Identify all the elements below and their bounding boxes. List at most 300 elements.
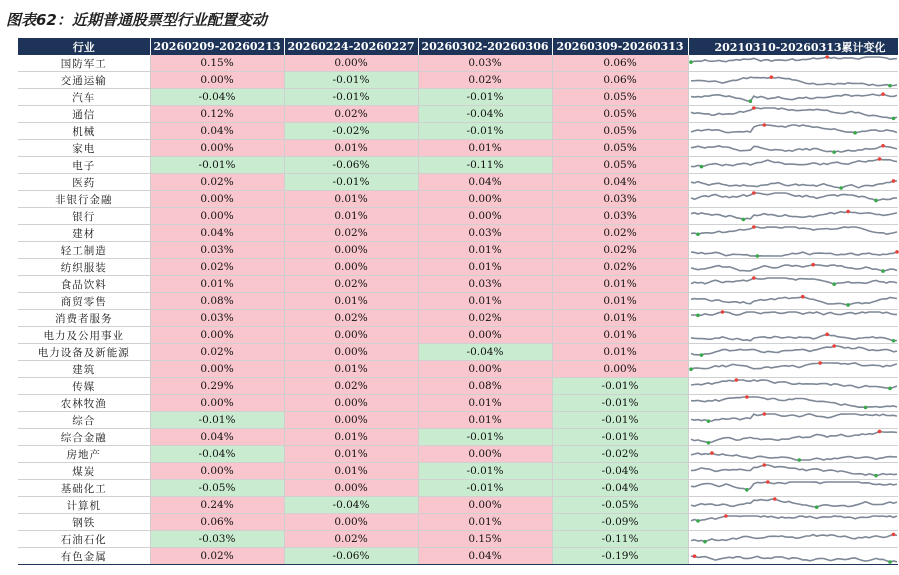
industry-name: 通信 (18, 106, 150, 123)
period-change-cell: 0.03% (418, 55, 552, 72)
industry-name: 综合金融 (18, 429, 150, 446)
period-change-cell: 0.04% (150, 123, 284, 140)
cumulative-sparkline (688, 55, 898, 72)
period-change-cell: -0.04% (552, 480, 688, 497)
period-change-cell: -0.01% (552, 412, 688, 429)
sparkline-path (691, 297, 897, 305)
table-row (18, 310, 898, 327)
sparkline-chart (689, 140, 899, 156)
cumulative-sparkline (688, 378, 898, 395)
sparkline-low-marker (689, 367, 693, 371)
sparkline-path (691, 57, 897, 62)
period-change-cell: 0.02% (418, 72, 552, 89)
table-row (18, 259, 898, 276)
cumulative-sparkline (688, 191, 898, 208)
table-row (18, 174, 898, 191)
sparkline-path (691, 108, 897, 118)
period-change-cell: 0.05% (552, 89, 688, 106)
sparkline-low-marker (874, 199, 878, 203)
cumulative-sparkline (688, 480, 898, 497)
table-row (18, 378, 898, 395)
industry-name: 轻工制造 (18, 242, 150, 259)
sparkline-high-marker (766, 480, 770, 484)
table-row (18, 123, 898, 140)
industry-name: 基础化工 (18, 480, 150, 497)
period-change-cell: -0.05% (150, 480, 284, 497)
period-change-cell: 0.08% (150, 293, 284, 310)
sparkline-low-marker (755, 254, 759, 258)
industry-name: 消费者服务 (18, 310, 150, 327)
period-change-cell: -0.01% (418, 123, 552, 140)
period-change-cell: 0.03% (552, 191, 688, 208)
sparkline-path (691, 146, 897, 152)
sparkline-path (691, 499, 897, 507)
sparkline-low-marker (745, 488, 749, 492)
period-change-cell: 0.05% (552, 157, 688, 174)
table-row (18, 412, 898, 429)
period-change-cell: -0.01% (552, 429, 688, 446)
cumulative-sparkline (688, 225, 898, 242)
sparkline-path (691, 346, 897, 355)
sparkline-high-marker (692, 554, 696, 558)
period-change-cell: 0.01% (552, 327, 688, 344)
period-change-cell: 0.00% (418, 191, 552, 208)
sparkline-low-marker (699, 353, 703, 357)
cumulative-sparkline (688, 157, 898, 174)
sparkline-low-marker (699, 165, 703, 169)
period-change-cell: 0.01% (418, 514, 552, 531)
sparkline-path (691, 212, 897, 220)
period-change-cell: 0.06% (552, 55, 688, 72)
industry-name: 电力设备及新能源 (18, 344, 150, 361)
period-change-cell: 0.06% (552, 72, 688, 89)
sparkline-high-marker (846, 210, 850, 214)
column-header-period: 20260209-20260213 (150, 38, 284, 55)
column-header-period: 20260309-20260313 (552, 38, 688, 55)
sparkline-chart (689, 361, 899, 377)
sparkline-high-marker (734, 378, 738, 382)
sparkline-low-marker (748, 99, 752, 103)
period-change-cell: 0.00% (284, 344, 418, 361)
period-change-cell: 0.05% (552, 106, 688, 123)
table-row (18, 55, 898, 72)
period-change-cell: 0.02% (284, 378, 418, 395)
period-change-cell: 0.00% (418, 361, 552, 378)
period-change-cell: 0.01% (284, 140, 418, 157)
period-change-cell: 0.02% (284, 225, 418, 242)
table-row (18, 497, 898, 514)
sparkline-high-marker (762, 123, 766, 127)
industry-name: 钢铁 (18, 514, 150, 531)
period-change-cell: 0.00% (284, 412, 418, 429)
sparkline-path (691, 159, 897, 167)
cumulative-sparkline (688, 395, 898, 412)
sparkline-chart (689, 293, 899, 309)
table-row (18, 344, 898, 361)
industry-name: 综合 (18, 412, 150, 429)
cumulative-sparkline (688, 106, 898, 123)
period-change-cell: 0.02% (418, 310, 552, 327)
table-row (18, 157, 898, 174)
period-change-cell: 0.02% (284, 531, 418, 548)
industry-name: 商贸零售 (18, 293, 150, 310)
sparkline-chart (689, 174, 899, 190)
period-change-cell: -0.06% (284, 157, 418, 174)
period-change-cell: 0.03% (418, 276, 552, 293)
table-header-row (18, 38, 898, 55)
period-change-cell: 0.02% (552, 242, 688, 259)
period-change-cell: 0.01% (418, 259, 552, 276)
period-change-cell: 0.02% (284, 106, 418, 123)
sparkline-chart (689, 497, 899, 513)
industry-name: 非银行金融 (18, 191, 150, 208)
period-change-cell: -0.01% (284, 174, 418, 191)
period-change-cell: -0.01% (284, 89, 418, 106)
sparkline-chart (689, 412, 899, 428)
table-row (18, 106, 898, 123)
period-change-cell: 0.00% (150, 191, 284, 208)
table-row (18, 208, 898, 225)
sparkline-low-marker (832, 150, 836, 154)
industry-name: 传媒 (18, 378, 150, 395)
sparkline-chart (689, 395, 899, 411)
sparkline-high-marker (818, 361, 822, 365)
period-change-cell: 0.03% (150, 310, 284, 327)
sparkline-chart (689, 225, 899, 241)
column-header-period: 20260224-20260227 (284, 38, 418, 55)
period-change-cell: 0.00% (284, 242, 418, 259)
sparkline-high-marker (891, 533, 895, 537)
period-change-cell: 0.02% (284, 276, 418, 293)
sparkline-chart (689, 429, 899, 445)
cumulative-sparkline (688, 123, 898, 140)
period-change-cell: -0.01% (418, 89, 552, 106)
sparkline-high-marker (811, 263, 815, 267)
period-change-cell: 0.00% (552, 361, 688, 378)
period-change-cell: 0.01% (150, 276, 284, 293)
sparkline-low-marker (881, 269, 885, 273)
period-change-cell: 0.00% (150, 361, 284, 378)
sparkline-high-marker (752, 276, 756, 280)
cumulative-sparkline (688, 310, 898, 327)
sparkline-low-marker (832, 282, 836, 286)
table-row (18, 140, 898, 157)
sparkline-path (691, 181, 897, 188)
table-row (18, 276, 898, 293)
period-change-cell: 0.01% (284, 208, 418, 225)
cumulative-sparkline (688, 412, 898, 429)
period-change-cell: 0.01% (284, 446, 418, 463)
period-change-cell: -0.05% (552, 497, 688, 514)
cumulative-sparkline (688, 242, 898, 259)
sparkline-chart (689, 208, 899, 224)
period-change-cell: -0.04% (418, 106, 552, 123)
sparkline-path (691, 482, 897, 490)
table-row (18, 548, 898, 565)
period-change-cell: -0.02% (284, 123, 418, 140)
sparkline-high-marker (752, 106, 756, 110)
sparkline-chart (689, 72, 899, 88)
period-change-cell: 0.04% (552, 174, 688, 191)
period-change-cell: -0.01% (418, 429, 552, 446)
sparkline-chart (689, 548, 899, 564)
period-change-cell: 0.15% (418, 531, 552, 548)
period-change-cell: 0.02% (150, 174, 284, 191)
cumulative-sparkline (688, 497, 898, 514)
cumulative-sparkline (688, 344, 898, 361)
period-change-cell: -0.04% (150, 446, 284, 463)
sparkline-high-marker (752, 225, 756, 229)
sparkline-chart (689, 514, 899, 530)
period-change-cell: 0.00% (150, 72, 284, 89)
sparkline-path (691, 265, 897, 271)
sparkline-low-marker (741, 218, 745, 222)
period-change-cell: 0.04% (418, 174, 552, 191)
sparkline-path (691, 516, 897, 521)
industry-name: 家电 (18, 140, 150, 157)
sparkline-chart (689, 123, 899, 139)
period-change-cell: 0.00% (150, 208, 284, 225)
column-header-cumulative: 20210310-20260313累计变化 (688, 38, 898, 55)
period-change-cell: -0.04% (418, 344, 552, 361)
period-change-cell: -0.04% (284, 497, 418, 514)
sparkline-low-marker (888, 387, 892, 391)
sparkline-chart (689, 276, 899, 292)
cumulative-sparkline (688, 276, 898, 293)
sparkline-path (691, 363, 897, 369)
industry-name: 计算机 (18, 497, 150, 514)
sparkline-path (691, 556, 897, 562)
period-change-cell: 0.00% (284, 259, 418, 276)
sparkline-chart (689, 463, 899, 479)
period-change-cell: 0.01% (418, 140, 552, 157)
industry-name: 机械 (18, 123, 150, 140)
sparkline-high-marker (769, 75, 773, 79)
sparkline-low-marker (696, 314, 700, 318)
period-change-cell: -0.01% (552, 395, 688, 412)
period-change-cell: 0.01% (418, 395, 552, 412)
sparkline-high-marker (762, 463, 766, 467)
period-change-cell: 0.02% (552, 225, 688, 242)
sparkline-high-marker (710, 451, 714, 455)
period-change-cell: 0.01% (552, 310, 688, 327)
sparkline-high-marker (720, 310, 724, 314)
allocation-table (18, 38, 886, 565)
industry-name: 纺织服装 (18, 259, 150, 276)
period-change-cell: 0.01% (418, 293, 552, 310)
period-change-cell: 0.02% (150, 259, 284, 276)
period-change-cell: -0.01% (150, 157, 284, 174)
period-change-cell: 0.00% (150, 395, 284, 412)
period-change-cell: 0.00% (284, 395, 418, 412)
sparkline-low-marker (797, 458, 801, 462)
period-change-cell: 0.01% (284, 293, 418, 310)
sparkline-path (691, 380, 897, 388)
cumulative-sparkline (688, 72, 898, 89)
period-change-cell: -0.01% (150, 412, 284, 429)
industry-name: 医药 (18, 174, 150, 191)
period-change-cell: 0.00% (150, 327, 284, 344)
sparkline-low-marker (706, 419, 710, 423)
period-change-cell: -0.19% (552, 548, 688, 565)
cumulative-sparkline (688, 429, 898, 446)
sparkline-low-marker (888, 560, 892, 564)
period-change-cell: -0.03% (150, 531, 284, 548)
period-change-cell: 0.15% (150, 55, 284, 72)
period-change-cell: 0.00% (284, 514, 418, 531)
sparkline-high-marker (881, 144, 885, 148)
sparkline-high-marker (752, 191, 756, 195)
table-row (18, 72, 898, 89)
sparkline-high-marker (724, 514, 728, 518)
sparkline-low-marker (696, 232, 700, 236)
sparkline-chart (689, 378, 899, 394)
sparkline-chart (689, 531, 899, 547)
period-change-cell: 0.03% (150, 242, 284, 259)
period-change-cell: 0.00% (284, 327, 418, 344)
industry-name: 银行 (18, 208, 150, 225)
cumulative-sparkline (688, 463, 898, 480)
period-change-cell: 0.00% (418, 497, 552, 514)
table-row (18, 446, 898, 463)
sparkline-chart (689, 55, 899, 71)
industry-name: 交通运输 (18, 72, 150, 89)
period-change-cell: 0.06% (150, 514, 284, 531)
period-change-cell: 0.01% (552, 276, 688, 293)
sparkline-chart (689, 242, 899, 258)
period-change-cell: -0.01% (418, 463, 552, 480)
sparkline-low-marker (888, 84, 892, 88)
cumulative-sparkline (688, 293, 898, 310)
sparkline-high-marker (877, 157, 881, 161)
period-change-cell: -0.09% (552, 514, 688, 531)
sparkline-low-marker (703, 540, 707, 544)
table-row (18, 293, 898, 310)
industry-name: 电子 (18, 157, 150, 174)
sparkline-high-marker (745, 395, 749, 399)
table-row (18, 480, 898, 497)
cumulative-sparkline (688, 446, 898, 463)
sparkline-path (691, 227, 897, 234)
sparkline-chart (689, 191, 899, 207)
period-change-cell: 0.02% (284, 310, 418, 327)
cumulative-sparkline (688, 89, 898, 106)
period-change-cell: 0.00% (418, 446, 552, 463)
period-change-cell: 0.00% (418, 208, 552, 225)
industry-name: 建筑 (18, 361, 150, 378)
cumulative-sparkline (688, 259, 898, 276)
sparkline-path (691, 77, 897, 86)
sparkline-chart (689, 259, 899, 275)
sparkline-high-marker (825, 333, 829, 337)
sparkline-low-marker (696, 519, 700, 523)
period-change-cell: -0.06% (284, 548, 418, 565)
sparkline-high-marker (800, 295, 804, 299)
cumulative-sparkline (688, 208, 898, 225)
cumulative-sparkline (688, 174, 898, 191)
period-change-cell: 0.04% (150, 225, 284, 242)
industry-name: 建材 (18, 225, 150, 242)
cumulative-sparkline (688, 140, 898, 157)
table-row (18, 395, 898, 412)
sparkline-low-marker (839, 186, 843, 190)
cumulative-sparkline (688, 514, 898, 531)
sparkline-low-marker (846, 303, 850, 307)
period-change-cell: 0.02% (150, 548, 284, 565)
sparkline-path (691, 414, 897, 421)
column-header-period: 20260302-20260306 (418, 38, 552, 55)
period-change-cell: 0.04% (418, 548, 552, 565)
period-change-cell: 0.01% (552, 293, 688, 310)
table-row (18, 225, 898, 242)
cumulative-sparkline (688, 361, 898, 378)
period-change-cell: -0.11% (418, 157, 552, 174)
sparkline-path (691, 252, 897, 256)
sparkline-low-marker (874, 474, 878, 478)
cumulative-sparkline (688, 327, 898, 344)
period-change-cell: -0.02% (552, 446, 688, 463)
chart-title: 图表62：近期普通股票型行业配置变动 (6, 11, 267, 29)
industry-name: 汽车 (18, 89, 150, 106)
sparkline-high-marker (877, 430, 881, 434)
table-row (18, 514, 898, 531)
period-change-cell: 0.05% (552, 123, 688, 140)
sparkline-path (691, 465, 897, 476)
sparkline-chart (689, 106, 899, 122)
sparkline-chart (689, 157, 899, 173)
period-change-cell: 0.00% (418, 327, 552, 344)
sparkline-chart (689, 327, 899, 343)
table-row (18, 361, 898, 378)
period-change-cell: 0.03% (552, 208, 688, 225)
period-change-cell: 0.02% (552, 259, 688, 276)
industry-name: 有色金属 (18, 548, 150, 565)
period-change-cell: 0.29% (150, 378, 284, 395)
column-header-industry: 行业 (18, 38, 150, 55)
table-row (18, 242, 898, 259)
industry-name: 石油石化 (18, 531, 150, 548)
period-change-cell: 0.01% (418, 242, 552, 259)
period-change-cell: 0.01% (552, 344, 688, 361)
sparkline-path (691, 432, 897, 443)
industry-name: 国防军工 (18, 55, 150, 72)
sparkline-path (691, 193, 897, 201)
period-change-cell: 0.01% (418, 412, 552, 429)
sparkline-high-marker (825, 55, 829, 59)
sparkline-high-marker (832, 344, 836, 348)
sparkline-high-marker (881, 92, 885, 96)
period-change-cell: 0.00% (150, 140, 284, 157)
sparkline-low-marker (853, 131, 857, 135)
period-change-cell: 0.04% (150, 429, 284, 446)
sparkline-path (691, 278, 897, 284)
period-change-cell: 0.05% (552, 140, 688, 157)
sparkline-high-marker (772, 497, 776, 501)
period-change-cell: 0.12% (150, 106, 284, 123)
table-row (18, 191, 898, 208)
sparkline-high-marker (895, 250, 899, 254)
table-row (18, 327, 898, 344)
period-change-cell: -0.11% (552, 531, 688, 548)
sparkline-high-marker (891, 179, 895, 183)
industry-name: 煤炭 (18, 463, 150, 480)
table-row (18, 89, 898, 106)
cumulative-sparkline (688, 548, 898, 565)
sparkline-path (691, 534, 897, 541)
period-change-cell: 0.00% (284, 480, 418, 497)
period-change-cell: -0.01% (552, 378, 688, 395)
period-change-cell: -0.04% (150, 89, 284, 106)
